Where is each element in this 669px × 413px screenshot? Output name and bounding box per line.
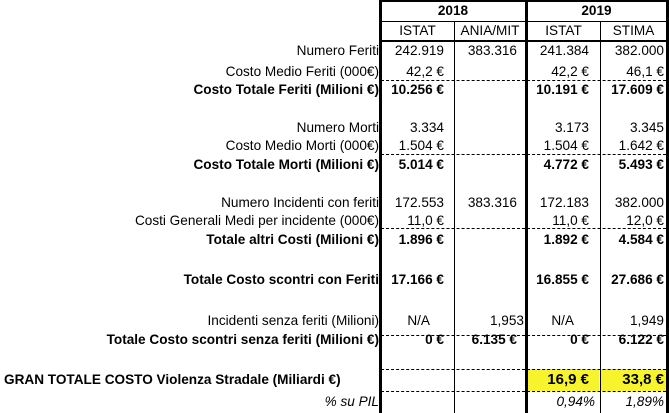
cell-istat-2019: 16,9 € <box>547 371 589 388</box>
cell-stima: 17.609 € <box>611 82 664 97</box>
row-label-costo-medio-morti: Costo Medio Morti (000€) <box>225 138 379 153</box>
header-bottom-line <box>379 40 669 42</box>
row-label-numero-incidenti: Numero Incidenti con feriti <box>221 195 379 210</box>
cell-stima: 33,8 € <box>622 371 664 388</box>
cell-ania: 6.135 € <box>471 332 517 347</box>
cell-istat-2019: N/A <box>551 313 574 328</box>
cell-stima: 4.584 € <box>618 232 664 247</box>
cell-istat-2019: 1.892 € <box>543 232 589 247</box>
cell-istat-2018: 11,0 € <box>407 213 444 228</box>
cell-istat-2019: 42,2 € <box>551 64 589 79</box>
row-label-gran-totale: GRAN TOTALE COSTO Violenza Stradale (Miliardi €) <box>4 372 341 387</box>
row-label-costo-totale-morti: Costo Totale Morti (Milioni €) <box>193 157 379 172</box>
cell-stima: 5.493 € <box>618 157 664 172</box>
cell-stima: 1,89% <box>625 394 664 409</box>
row-label-costi-generali: Costi Generali Medi per incidente (000€) <box>134 213 379 228</box>
cell-istat-2019: 0 € <box>570 332 589 347</box>
row-label-numero-morti: Numero Morti <box>296 120 379 135</box>
cell-ania: 383.316 <box>467 43 517 58</box>
col-header-stima: STIMA <box>612 23 655 38</box>
dashed-rule <box>381 154 666 155</box>
row-label-totale-con-feriti: Totale Costo scontri con Feriti <box>183 272 379 287</box>
grid-line <box>379 0 382 413</box>
cell-stima: 382.000 <box>614 195 664 210</box>
dashed-rule <box>381 391 666 392</box>
row-label-pil: % su PIL <box>324 394 379 409</box>
cell-istat-2018: 242.919 <box>394 43 444 58</box>
cell-stima: 6.122 € <box>618 332 664 347</box>
row-label-totale-altri: Totale altri Costi (Milioni €) <box>206 232 379 247</box>
row-label-incidenti-senza: Incidenti senza feriti (Milioni) <box>207 313 379 328</box>
cell-stima: 12,0 € <box>626 213 664 228</box>
cell-istat-2018: 1.896 € <box>398 232 444 247</box>
cell-istat-2018: 10.256 € <box>391 82 444 97</box>
cell-istat-2019: 241.384 <box>539 43 589 58</box>
cell-istat-2019: 0,94% <box>556 394 595 409</box>
cell-istat-2018: 1.504 € <box>398 138 444 153</box>
col-header-istat-2018: ISTAT <box>399 23 436 38</box>
cell-ania: 383.316 <box>467 195 517 210</box>
cell-istat-2018: 5.014 € <box>398 157 444 172</box>
cell-istat-2019: 11,0 € <box>552 213 589 228</box>
cell-istat-2018: 17.166 € <box>391 272 444 287</box>
row-label-costo-totale-feriti: Costo Totale Feriti (Milioni €) <box>193 82 379 97</box>
cell-ania: 1,953 <box>489 313 524 328</box>
cell-stima: 3.345 <box>629 120 664 135</box>
cell-istat-2019: 16.855 € <box>536 272 589 287</box>
cell-istat-2019: 3.173 <box>554 120 589 135</box>
dashed-rule <box>381 228 666 229</box>
row-label-numero-feriti: Numero Feriti <box>296 43 379 58</box>
cell-istat-2018: 3.334 <box>409 120 444 135</box>
header-top-line <box>379 0 669 2</box>
grid-line <box>525 0 528 413</box>
col-header-ania: ANIA/MIT <box>460 23 520 38</box>
cell-stima: 1,949 <box>629 313 664 328</box>
cell-stima: 382.000 <box>614 43 664 58</box>
cell-istat-2019: 172.183 <box>539 195 589 210</box>
row-label-costo-medio-feriti: Costo Medio Feriti (000€) <box>225 64 379 79</box>
cell-istat-2018: N/A <box>407 313 430 328</box>
cell-istat-2018: 0 € <box>425 332 444 347</box>
row-label-totale-senza: Totale Costo scontri senza feriti (Milioni €) <box>106 332 379 347</box>
header-mid-line <box>379 21 669 22</box>
cell-istat-2018: 172.553 <box>394 195 444 210</box>
cell-istat-2018: 42,2 € <box>406 64 444 79</box>
cell-istat-2019: 10.191 € <box>536 82 589 97</box>
dashed-rule <box>381 369 666 370</box>
cell-istat-2019: 1.504 € <box>543 138 589 153</box>
year-header-2019: 2019 <box>581 3 612 18</box>
dashed-rule <box>381 80 666 81</box>
cell-stima: 46,1 € <box>626 64 664 79</box>
cell-stima: 1.642 € <box>618 138 664 153</box>
col-header-istat-2019: ISTAT <box>545 23 582 38</box>
cell-stima: 27.686 € <box>611 272 664 287</box>
cell-istat-2019: 4.772 € <box>543 157 589 172</box>
year-header-2018: 2018 <box>437 3 469 18</box>
